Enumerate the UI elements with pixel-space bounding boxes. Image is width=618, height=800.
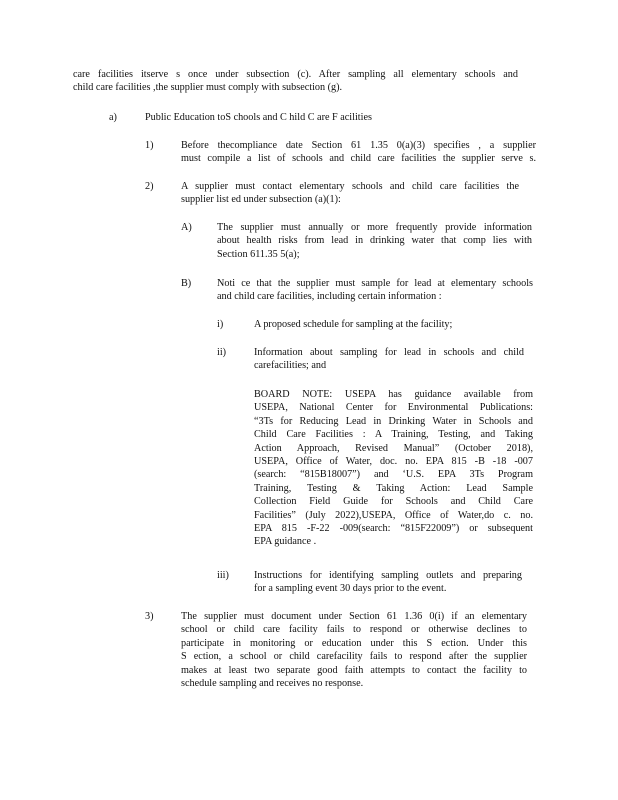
item-A-line: about health risks from lead in drinking water that comp lies with bbox=[217, 235, 532, 247]
item-3-line: participate in monitoring or education under this S ection. Under this bbox=[181, 637, 527, 649]
note-line: Training, Testing & Taking Action: Lead Sample bbox=[254, 482, 533, 494]
item-B-label: B) bbox=[181, 278, 192, 289]
item-A-line: The supplier must annually or more frequently provide information bbox=[217, 222, 532, 233]
item-i-text: A proposed schedule for sampling at the facility; bbox=[254, 319, 453, 330]
item-B-line: Noti ce that the supplier must sample for lead at elementary schools bbox=[217, 278, 533, 289]
item-A-label: A) bbox=[181, 222, 192, 233]
item-3-label: 3) bbox=[145, 611, 154, 622]
note-line: Collection Field Guide for Schools and Child Care bbox=[254, 496, 533, 508]
item-1-label: 1) bbox=[145, 140, 154, 151]
item-B-line: and child care facilities, including certain information : bbox=[217, 291, 442, 303]
note-line: Child Care Facilities : A Training, Testing, and Taking bbox=[254, 429, 533, 441]
note-line: BOARD NOTE: USEPA has guidance available from bbox=[254, 389, 533, 400]
item-2-text bbox=[181, 180, 519, 207]
item-3-line: S ection, a school or child carefacility fails to respond after the supplier bbox=[181, 651, 527, 663]
item-3-line: The supplier must document under Section 61 1.36 0(i) if an elementary bbox=[181, 611, 527, 622]
note-line: (search: “815B18007”) and ‘U.S. EPA 3Ts Program bbox=[254, 469, 533, 481]
item-2-label: 2) bbox=[145, 181, 154, 192]
subsection-a-label: a) bbox=[109, 112, 117, 123]
item-ii-text bbox=[254, 346, 524, 373]
item-ii-line: carefacilities; and bbox=[254, 360, 327, 372]
note-line: “3Ts for Reducing Lead in Drinking Water in Schools and bbox=[254, 415, 533, 427]
item-A-line: Section 611.35 5(a); bbox=[217, 248, 300, 260]
item-1-line: Before thecompliance date Section 61 1.35 0(a)(3) specifies , a supplier bbox=[181, 140, 536, 151]
item-3-text bbox=[181, 610, 527, 690]
item-iii-text bbox=[254, 569, 522, 596]
item-2-line: A supplier must contact elementary schools and child care facilities the bbox=[181, 181, 519, 192]
item-i-label: i) bbox=[217, 319, 224, 330]
item-A-text bbox=[217, 221, 532, 261]
intro-paragraph bbox=[73, 68, 518, 95]
note-line: USEPA, Office of Water, doc. no. EPA 815 -B -18 -007 bbox=[254, 456, 533, 468]
item-3-line: schedule sampling and receives no response. bbox=[181, 678, 364, 690]
subsection-a-title: Public Education toS chools and C hild C are F acilities bbox=[145, 112, 372, 123]
item-2-line: supplier list ed under subsection (a)(1): bbox=[181, 194, 341, 206]
item-1-line: must compile a list of schools and child care facilities the supplier serve s. bbox=[181, 153, 536, 165]
item-ii-label: ii) bbox=[217, 347, 227, 358]
note-line: EPA 815 -F-22 -009(search: “815F22009”) or subsequent bbox=[254, 523, 533, 535]
board-note bbox=[254, 388, 533, 549]
item-iii-label: iii) bbox=[217, 570, 229, 581]
item-iii-line: for a sampling event 30 days prior to the event. bbox=[254, 583, 447, 595]
note-line: Action Approach, Revised Manual” (October 2018), bbox=[254, 442, 533, 454]
note-line: USEPA, National Center for Environmental Publications: bbox=[254, 402, 533, 414]
item-1-text bbox=[181, 139, 536, 166]
note-line: Facilities” (July 2022),USEPA, Office of Water,do c. no. bbox=[254, 509, 533, 521]
intro-line: child care facilities ,the supplier must comply with subsection (g). bbox=[73, 82, 343, 94]
item-iii-line: Instructions for identifying sampling outlets and preparing bbox=[254, 570, 522, 581]
item-3-line: school or child care facility fails to respond or otherwise declines to bbox=[181, 624, 527, 636]
item-ii-line: Information about sampling for lead in schools and child bbox=[254, 347, 524, 358]
note-line: EPA guidance . bbox=[254, 536, 317, 548]
item-B-text bbox=[217, 277, 533, 304]
item-3-line: makes at least two separate good faith attempts to contact the facility to bbox=[181, 664, 527, 676]
intro-line: care facilities itserve s once under subsection (c). After sampling all elementary schools and bbox=[73, 69, 518, 80]
